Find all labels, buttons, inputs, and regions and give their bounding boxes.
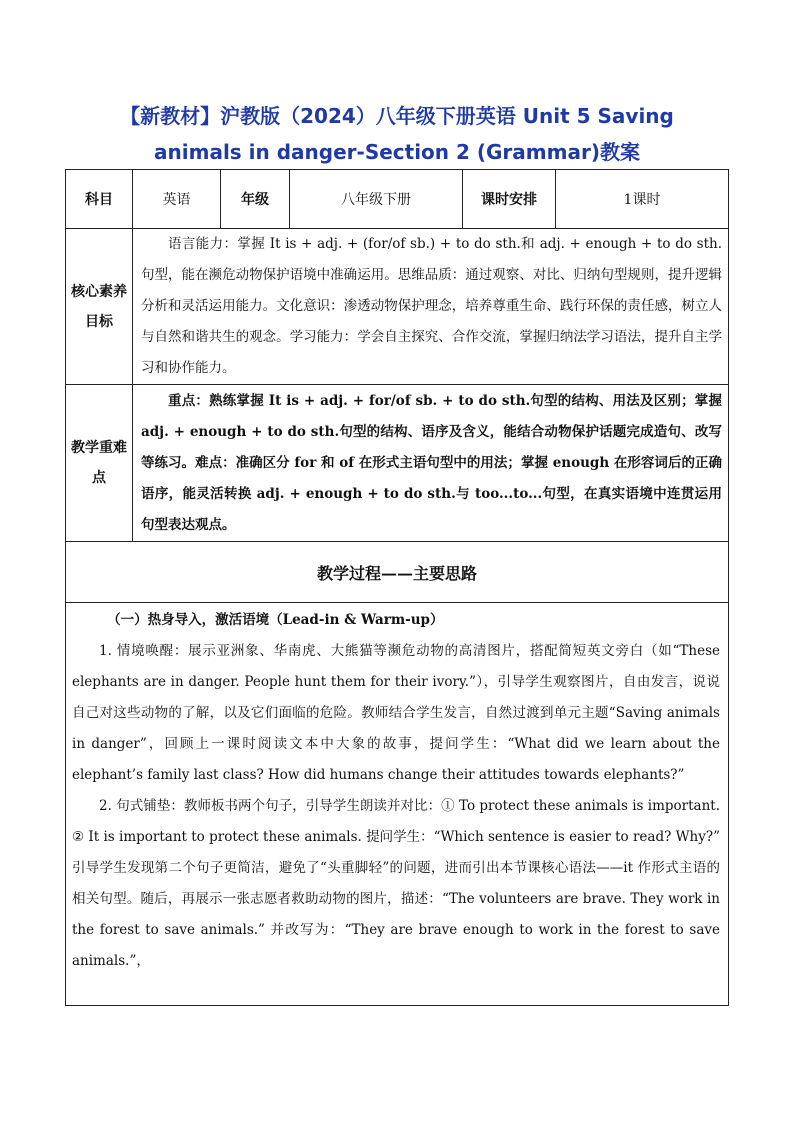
grade-value: 八年级下册 bbox=[290, 170, 463, 229]
document-title-line2: animals in danger-Section 2 (Grammar)教案 bbox=[154, 140, 640, 164]
header-row bbox=[66, 170, 729, 229]
key-points-text: 重点：熟练掌握 It is + adj. + for/of sb. + to do sth.句型的结构、用法及区别；掌握 adj. + enough + to do sth.句型的结构、语序及含义，能结合动物保护话题完成造句、改写等练习。难点：准确区分 for 和 of 在形式主语句型中的用法；掌握 enough 在形容词后的正确语序，能灵活转换 adj. + enough + to do sth.与 too...to...句型，在真实语境中连贯运用句型表达观点。 bbox=[133, 385, 729, 542]
process-content bbox=[66, 603, 729, 1006]
subject-value: 英语 bbox=[133, 170, 221, 229]
document-title-line1: 【新教材】沪教版（2024）八年级下册英语 Unit 5 Saving bbox=[120, 104, 674, 128]
core-goals-row bbox=[66, 229, 729, 385]
core-goals-text: 语言能力：掌握 It is + adj. + (for/of sb.) + to do sth.和 adj. + enough + to do sth.句型，能在濒危动物保护语境中准确运用。思维品质：通过观察、对比、归纳句型规则，提升逻辑分析和灵活运用能力。文化意识：渗透动物保护理念，培养尊重生命、践行环保的责任感，树立人与自然和谐共生的观念。学习能力：学会自主探究、合作交流，掌握归纳法学习语法，提升自主学习和协作能力。 bbox=[133, 229, 729, 385]
lead-in-heading: （一）热身导入，激活语境（Lead-in & Warm-up） bbox=[107, 612, 444, 628]
subject-label: 科目 bbox=[66, 170, 133, 229]
schedule-label: 课时安排 bbox=[463, 170, 556, 229]
core-goals-label: 核心素养目标 bbox=[66, 229, 133, 385]
process-title-row bbox=[66, 542, 729, 603]
process-paragraph-1: 1. 情境唤醒：展示亚洲象、华南虎、大熊猫等濒危动物的高清图片，搭配简短英文旁白（如“These elephants are in danger. People hunt them for their ivory.”），引导学生观察图片，自由发言，说说自己对这些动物的了解，以及它们面临的危险。教师结合学生发言，自然过渡到单元主题“Saving animals in danger”，回顾上一课时阅读文本中大象的故事，提问学生：“What did we learn about the elephant’s family last class? How did humans change their attitudes towards elephants?” bbox=[72, 643, 720, 783]
grade-label: 年级 bbox=[221, 170, 290, 229]
process-content-row bbox=[66, 603, 729, 1006]
schedule-value: 1课时 bbox=[556, 170, 729, 229]
process-section-title: 教学过程——主要思路 bbox=[66, 542, 729, 603]
process-paragraph-2: 2. 句式铺垫：教师板书两个句子，引导学生朗读并对比：① To protect these animals is important. ② It is important to protect these animals. 提问学生：“Which sentence is easier to read? Why?” 引导学生发现第二个句子更简洁，避免了“头重脚轻”的问题，进而引出本节课核心语法——it 作形式主语的相关句型。随后，再展示一张志愿者救助动物的图片，描述：“The volunteers are brave. They work in the forest to save animals.” 并改写为：“They are brave enough to work in the forest to save animals.”， bbox=[72, 798, 720, 969]
key-points-row bbox=[66, 385, 729, 542]
lesson-plan-table bbox=[65, 169, 729, 1006]
key-points-label: 教学重难点 bbox=[66, 385, 133, 542]
